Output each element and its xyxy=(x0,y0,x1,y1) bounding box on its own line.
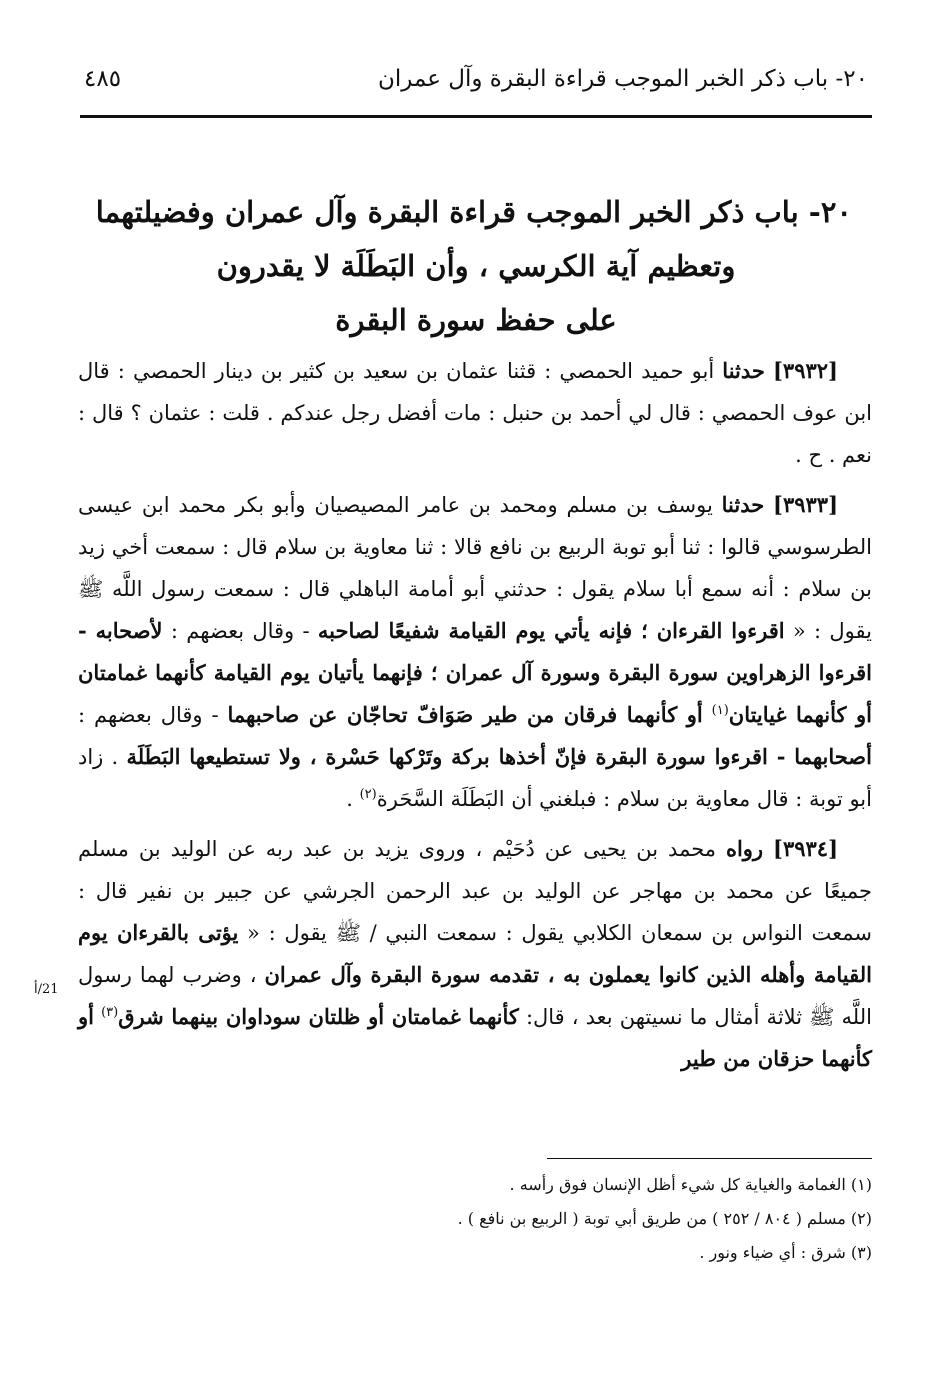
footnote-1: (١) الغمامة والغياية كل شيء أظل الإنسان فوق رأسه . xyxy=(509,1175,872,1194)
page-number: ٤٨٥ xyxy=(84,66,122,92)
footnote-ref-2[interactable]: (٢) xyxy=(359,787,377,802)
chapter-title-line-3: على حفظ سورة البقرة xyxy=(335,303,617,337)
manuscript-folio-note: 21/أ xyxy=(34,982,59,997)
main-text xyxy=(78,350,872,1088)
chapter-title-line-1: ٢٠- باب ذكر الخبر الموجب قراءة البقرة وآل عمران وفضيلتهما xyxy=(95,195,852,229)
hadith-quote: يؤتى بالقرءان يوم القيامة وأهله الذين كانوا يعملون به ، تقدمه سورة البقرة وآل عمران xyxy=(78,920,872,987)
hadith-text: - وقال بعضهم : xyxy=(78,703,219,727)
hadith-text: يوسف بن مسلم ومحمد بن عامر المصيصيان وأبو بكر محمد ابن عيسى الطرسوسي قالوا : ثنا أبو توبة الربيع بن نافع قالا : ثنا معاوية بن سلام قال : سمعت أخي زيد بن سلام : أنه سمع أبا سلام يقول : حدثني أبو أمامة الباهلي قال : سمعت رسول اللَّه ﷺ يقول : « xyxy=(78,493,872,643)
footnote-rule xyxy=(547,1158,872,1159)
hadith-quote: كأنهما غمامتان أو ظلتان سوداوان بينهما شرق xyxy=(118,1004,519,1029)
hadith-text: أبو حميد الحمصي : قثنا عثمان بن سعيد بن كثير بن دينار الحمصي : قال ابن عوف الحمصي : قال لي أحمد بن حنبل : مات أفضل رجل عندكم . قلت : عثمان ؟ قال : نعم . ح . xyxy=(78,359,872,467)
chapter-title-line-2: وتعظيم آية الكرسي ، وأن البَطَلَة لا يقدرون xyxy=(216,249,736,283)
footnote-2: (٢) مسلم ( ٨٠٤ / ٢٥٢ ) من طريق أبي توبة ( الربيع بن نافع ) . xyxy=(457,1209,872,1228)
hadith-3933 xyxy=(78,484,872,820)
footnote-3: (٣) شرق : أي ضياء ونور . xyxy=(699,1243,872,1262)
footnotes xyxy=(100,1168,872,1270)
hadith-number: [٣٩٣٢] xyxy=(772,358,838,383)
hadith-lead-word: حدثنا xyxy=(722,358,765,383)
hadith-quote: لأصحابه - اقرءوا الزهراوين سورة البقرة وسورة آل عمران ؛ فإنهما يأتيان يوم القيامة كأنهما غمامتان أو كأنهما غيايتان xyxy=(78,618,872,727)
hadith-quote: أصحابهما - اقرءوا سورة البقرة فإنّ أخذها بركة وتَرْكها حَسْرة ، ولا تستطيعها البَطَلَة xyxy=(126,744,872,769)
hadith-number: [٣٩٣٣] xyxy=(773,492,839,517)
footnote-ref-3[interactable]: (٣) xyxy=(101,1005,119,1020)
hadith-text: . زاد أبو توبة : قال معاوية بن سلام : فبلغني أن البَطَلَة السَّحَرة xyxy=(78,745,872,811)
hadith-text: - وقال بعضهم : xyxy=(170,619,310,643)
hadith-3932 xyxy=(78,350,872,476)
hadith-3934 xyxy=(78,828,872,1080)
footnote-ref-1[interactable]: (١) xyxy=(711,703,729,718)
running-title: ٢٠- باب ذكر الخبر الموجب قراءة البقرة وآل عمران xyxy=(377,66,868,92)
hadith-lead-word: حدثنا xyxy=(721,492,765,517)
hadith-lead-word: رواه xyxy=(725,836,764,861)
hadith-text: . xyxy=(346,787,353,811)
hadith-quote: اقرءوا القرءان ؛ فإنه يأتي يوم القيامة شفيعًا لصاحبه xyxy=(317,618,785,643)
hadith-text: ، وضرب لهما رسول اللَّه ﷺ ثلاثة أمثال ما نسيتهن بعد ، قال: xyxy=(78,963,872,1029)
hadith-text: محمد بن يحيى عن دُحَيْم ، وروى يزيد بن عبد ربه عن الوليد بن مسلم جميعًا عن محمد بن مهاجر عن الوليد بن عبد الرحمن الجرشي عن جبير بن نفير قال : سمعت النواس بن سمعان الكلابي يقول : سمعت النبي / ﷺ يقول : « xyxy=(78,837,872,945)
page-header xyxy=(80,62,872,102)
chapter-title xyxy=(95,185,852,347)
hadith-quote: أو كأنهما حزقان من طير xyxy=(78,1004,872,1071)
header-rule xyxy=(80,115,872,118)
hadith-number: [٣٩٣٤] xyxy=(773,836,838,861)
hadith-quote: أو كأنهما فرقان من طير صَوَافّ تحاجّان عن صاحبهما xyxy=(227,702,703,727)
